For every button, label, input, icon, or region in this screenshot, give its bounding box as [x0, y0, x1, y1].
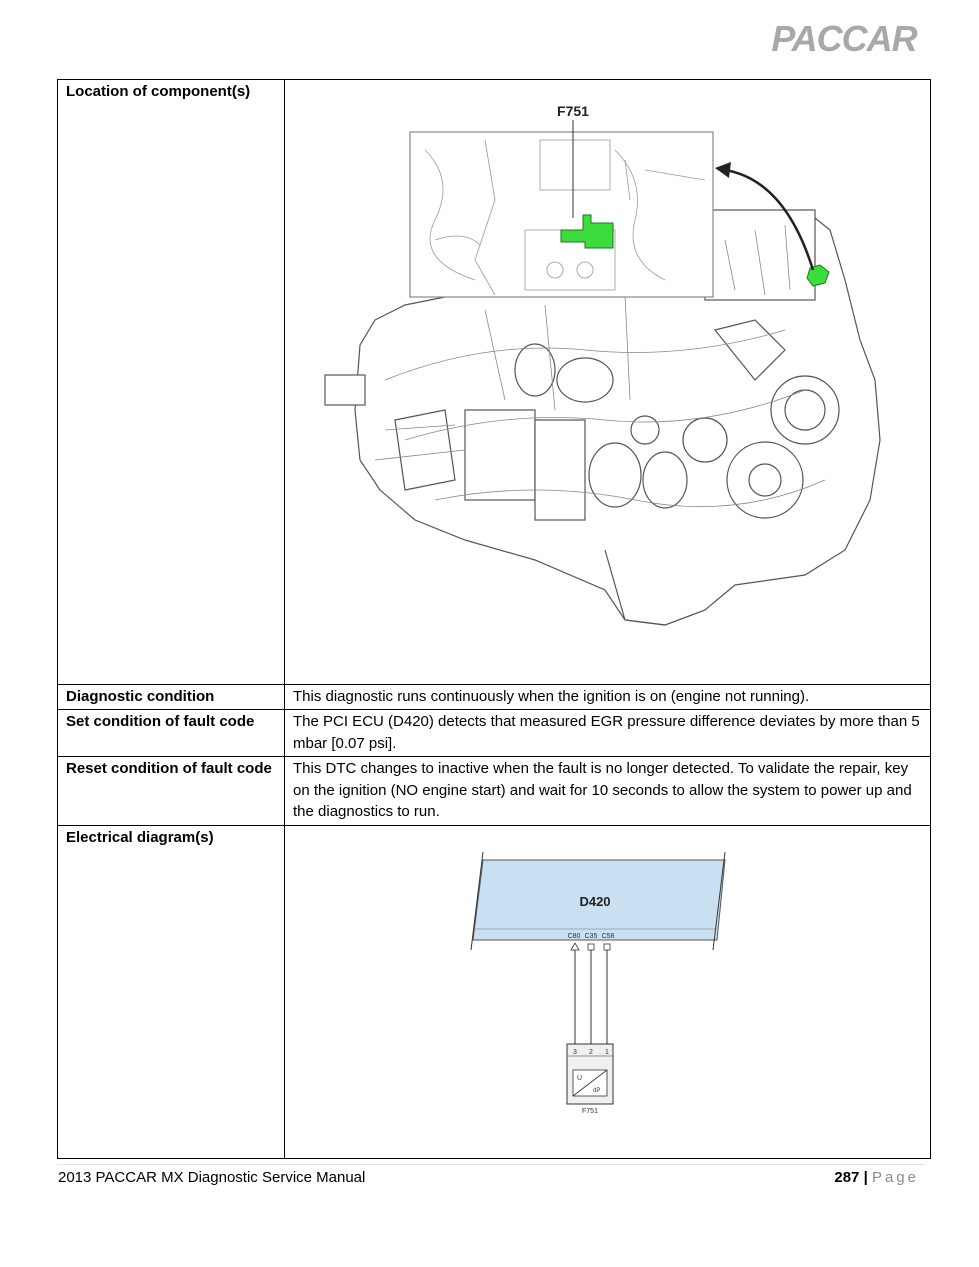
- row-electrical-diagram: [58, 825, 931, 1159]
- paccar-logo: [764, 18, 924, 58]
- set-condition-text: The PCI ECU (D420) detects that measured EGR pressure difference deviates by more than 5 mbar [0.07 psi].: [285, 710, 931, 757]
- ecu-pin-c35: C35: [584, 932, 598, 940]
- row-set-condition: [58, 710, 931, 757]
- reset-condition-label: Reset condition of fault code: [58, 757, 285, 826]
- electrical-diagram-label: Electrical diagram(s): [58, 825, 285, 1159]
- footer-manual-title: 2013 PACCAR MX Diagnostic Service Manual: [58, 1169, 366, 1186]
- electrical-diagram-cell: [285, 825, 931, 1159]
- ecu-label: D420: [579, 893, 611, 909]
- footer-page-info: [834, 1169, 919, 1186]
- engine-illustration: [285, 80, 931, 677]
- sensor-pin-3: 3: [573, 1048, 577, 1056]
- location-label: Location of component(s): [58, 80, 285, 685]
- sensor-pin-1: 1: [605, 1048, 609, 1056]
- svg-text:PACCAR: PACCAR: [771, 18, 917, 58]
- ecu-pin-c80: C80: [567, 932, 581, 940]
- page-number: 287: [834, 1169, 860, 1186]
- reset-condition-text: This DTC changes to inactive when the fault is no longer detected. To validate the repair, key on the ignition (NO engine start) and wait for 10 seconds to allow the system to power up and the diagnostics to run.: [285, 757, 931, 826]
- footer-divider: [57, 1164, 925, 1165]
- engine-callout-label: F751: [557, 103, 589, 119]
- location-cell: [285, 80, 931, 685]
- sensor-symbol-dp: dP: [593, 1087, 601, 1094]
- diagnostic-condition-text: This diagnostic runs continuously when the ignition is on (engine not running).: [285, 684, 931, 710]
- diagnostic-condition-label: Diagnostic condition: [58, 684, 285, 710]
- wiring: [575, 950, 607, 1044]
- electrical-diagram: [285, 826, 931, 1152]
- row-diagnostic-condition: [58, 684, 931, 710]
- diagnostic-info-table: [57, 79, 931, 1159]
- page-separator: |: [863, 1169, 868, 1186]
- row-location: [58, 80, 931, 685]
- row-reset-condition: [58, 757, 931, 826]
- ecu-pin-c58: C58: [601, 932, 615, 940]
- sensor-pin-2: 2: [589, 1048, 593, 1056]
- page-word: Page: [871, 1169, 919, 1186]
- set-condition-label: Set condition of fault code: [58, 710, 285, 757]
- sensor-label: F751: [582, 1107, 598, 1115]
- sensor-symbol-u: U: [577, 1074, 583, 1082]
